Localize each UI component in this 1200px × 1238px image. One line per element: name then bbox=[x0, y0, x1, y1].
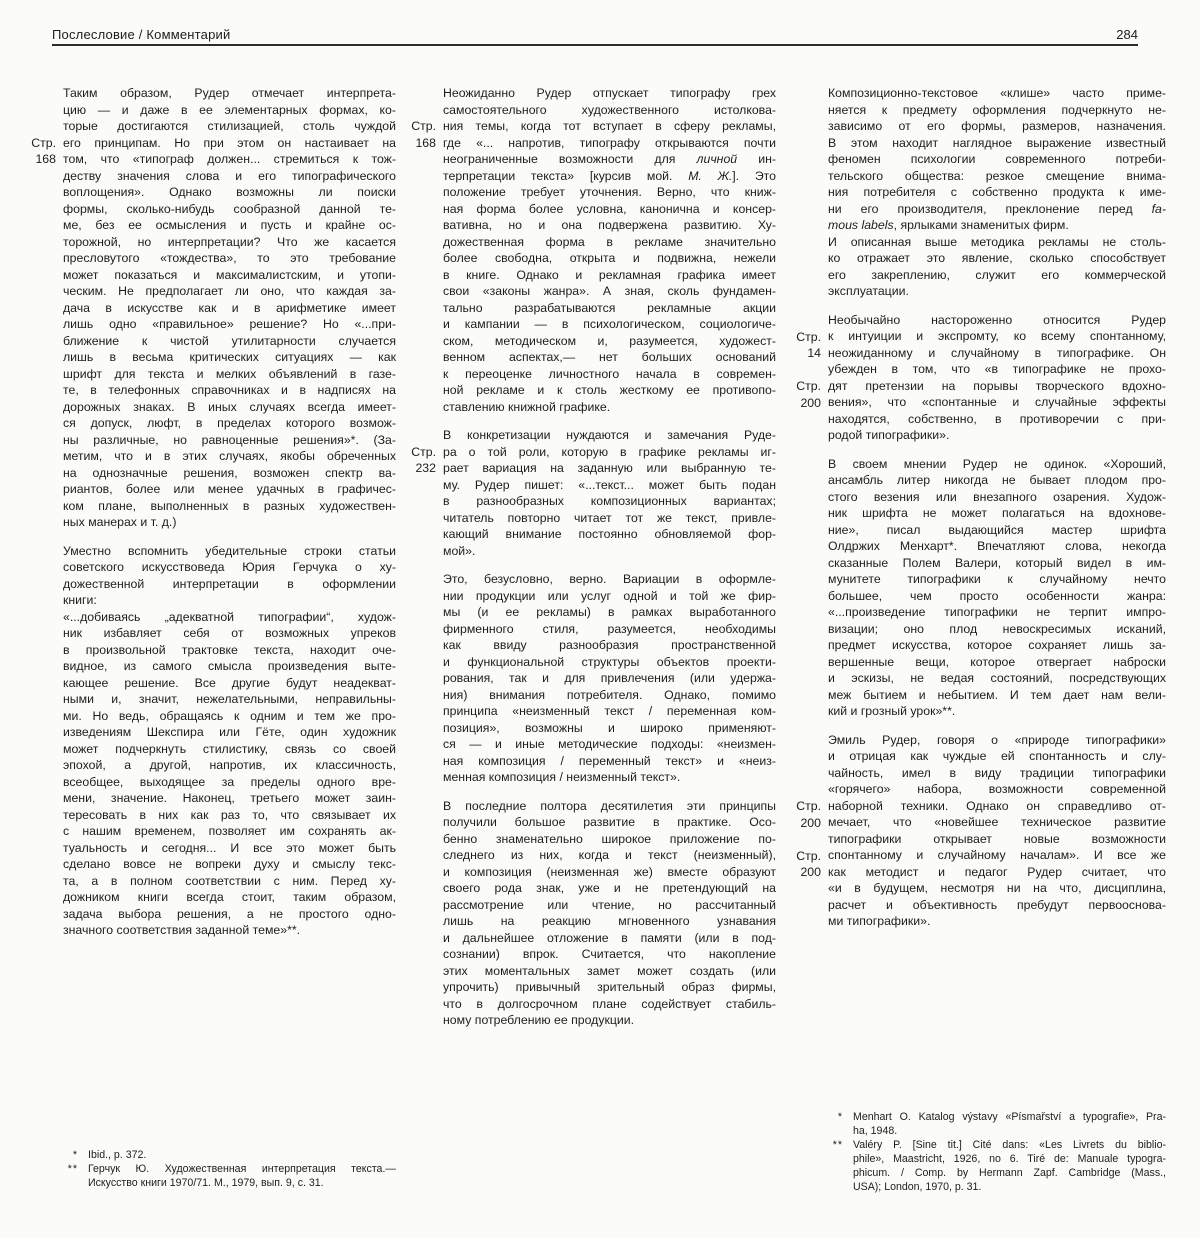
text-line: мени, значение. Наконец, третьего может заин- bbox=[63, 791, 396, 805]
margin-page-reference bbox=[411, 444, 436, 477]
text-line: ние», писал выдающийся мастер шрифта bbox=[828, 522, 1166, 537]
text-line: венном аспектах,— нет больших оснований bbox=[443, 350, 776, 364]
column-body bbox=[63, 85, 396, 939]
text-line: ском, методическом и, разумеется, художест- bbox=[443, 333, 776, 348]
margin-page-reference bbox=[796, 378, 821, 411]
text-line: его закреплению, служит его коммерческой bbox=[828, 267, 1166, 282]
header-divider bbox=[52, 44, 1138, 46]
paragraph bbox=[63, 85, 396, 531]
text-line: «и в будущем, несмотря ни на что, дисциплина, bbox=[828, 881, 1166, 895]
text-line: как методист и педагог Рудер считает, что bbox=[828, 864, 1166, 879]
paragraph bbox=[63, 543, 396, 609]
text-line: тально разрабатываются рекламные акции bbox=[443, 300, 776, 315]
text-line: к интуиции и экспромту, ко всему спонтанному, bbox=[828, 329, 1166, 343]
text-line: что в долгосрочном плане содействует стабиль- bbox=[443, 996, 776, 1011]
text-line: положение требует уточнения. Верно, что книж- bbox=[443, 185, 776, 199]
paragraph bbox=[443, 427, 776, 559]
text-line: рования, так и для привлечения (или удержа- bbox=[443, 671, 776, 685]
margin-note-line: Стр. bbox=[411, 119, 436, 133]
page-number: 284 bbox=[1116, 27, 1138, 42]
text-line: «горячего» набора, возможности современной bbox=[828, 782, 1166, 796]
text-line: лишь одно «правильное» решение? Но «...при- bbox=[63, 317, 396, 331]
text-line: стого везения или внезапного озарения. Худож- bbox=[828, 489, 1166, 504]
text-line: кий и грозный урок»**. bbox=[828, 704, 956, 718]
running-head: Послесловие / Комментарий bbox=[52, 27, 231, 42]
text-line: ческим. Не предполагает ли оно, что каждая за- bbox=[63, 284, 396, 298]
text-column-3 bbox=[796, 85, 1166, 1193]
paragraph bbox=[443, 571, 776, 786]
text-line: Олдржих Менхарт*. Впечатляют слова, некогда bbox=[828, 539, 1166, 553]
text-line: пресловутого «тождества», то это требование bbox=[63, 251, 396, 265]
text-line: феномен психологии современного потреби- bbox=[828, 152, 1166, 166]
text-line: тельского общества: резкое смещение внима- bbox=[828, 168, 1166, 183]
text-line: том, что «типограф должен... стремиться к тож- bbox=[63, 152, 396, 166]
text-line: сделано вовсе не вопреки духу и смыслу текс- bbox=[63, 857, 396, 871]
text-line: визации; оно плод невоскресимых исканий, bbox=[828, 621, 1166, 636]
text-line: своего рода знак, уже и не претендующий на bbox=[443, 881, 776, 895]
text-line: цию — и даже в ее элементарных формах, ко- bbox=[63, 102, 396, 117]
text-line: «...произведение типографики не терпит импро- bbox=[828, 605, 1166, 619]
margin-note-line: 232 bbox=[415, 461, 436, 475]
text-line: ной рекламе и к столь жесткому ее противопо- bbox=[443, 383, 776, 397]
text-line: терпретации текста» [курсив мой. М. Ж.]. Это bbox=[443, 168, 776, 183]
column-body bbox=[443, 85, 776, 1029]
paragraph bbox=[443, 85, 776, 415]
text-line: ближение к чистой утилитарности случается bbox=[63, 333, 396, 348]
text-line: позиция», возможны и широко применяют- bbox=[443, 720, 776, 735]
paragraph bbox=[828, 456, 1166, 720]
text-line: ния темы, когда тот вступает в сферу рекламы, bbox=[443, 119, 776, 133]
text-line: воплощения». Однако возможны ли поиски bbox=[63, 185, 396, 199]
margin-note-line: Стр. bbox=[411, 444, 436, 459]
text-line: на однозначные решения, возможен спектр ва- bbox=[63, 465, 396, 480]
text-line: няется к предмету оформления подчеркнуто не- bbox=[828, 102, 1166, 117]
paragraph bbox=[828, 85, 1166, 234]
footnote-line: USA); London, 1970, p. 31. bbox=[853, 1181, 982, 1193]
margin-note-line: Стр. bbox=[796, 848, 821, 863]
text-line: и дальнейшее отложение в памяти (или в под- bbox=[443, 930, 776, 945]
text-line: ме, без ее осмысления и пусть и крайне ос- bbox=[63, 218, 396, 232]
text-line: изведениям Шекспира или Гёте, один художник bbox=[63, 725, 396, 739]
text-line: эксплуатации. bbox=[828, 284, 909, 298]
text-line: книги: bbox=[63, 593, 97, 607]
text-line: вения», что «спонтанные и случайные эффекты bbox=[828, 395, 1166, 409]
text-line: его принципам. Но при этом он настаивает на bbox=[63, 135, 396, 150]
footnote-line: Ibid., p. 372. bbox=[88, 1149, 147, 1161]
margin-page-reference bbox=[31, 135, 56, 168]
text-line: типографики открывает новые возможности bbox=[828, 831, 1166, 846]
text-line: сказанные Полем Валери, который видел в им- bbox=[828, 555, 1166, 570]
margin-note-line: Стр. bbox=[796, 329, 821, 344]
margin-page-reference bbox=[796, 798, 821, 831]
margin-note-line: Стр. bbox=[796, 799, 821, 813]
text-line: Композиционно-текстовое «клише» часто приме- bbox=[828, 86, 1166, 100]
text-line: мечает, что «новейшее техническое развитие bbox=[828, 815, 1166, 829]
text-line: следнего из них, когда и текст (неизменный), bbox=[443, 848, 776, 862]
text-line: бенно знаменательно широкое приложение по- bbox=[443, 831, 776, 846]
text-line: с нашим временем, позволяет им сохранять ак- bbox=[63, 824, 396, 838]
text-line: ра о той роли, которую в графике рекламы иг- bbox=[443, 444, 776, 459]
text-line: ник избавляет себя от возможных упреков bbox=[63, 626, 396, 640]
text-line: свои «законы жанра». А зная, сколь фундамен- bbox=[443, 284, 776, 298]
text-line: ся допуск, люфт, в пределах которого возмож- bbox=[63, 416, 396, 430]
text-line: Эмиль Рудер, говоря о «природе типографики» bbox=[828, 732, 1166, 747]
text-line: и эскизы, не ведая состояний, посредствующих bbox=[828, 671, 1166, 685]
text-line: в разнообразных композиционных вариантах; bbox=[443, 494, 776, 508]
text-line: мы (и ее рекламы) в рамках выработанного bbox=[443, 605, 776, 619]
footnote bbox=[828, 1110, 1166, 1138]
text-line: предмет искусства, которое сохраняет лишь за- bbox=[828, 638, 1166, 652]
text-line: мунитете типографики к случайному нечто bbox=[828, 572, 1166, 586]
text-line: риантов, более или менее удачных в графичес- bbox=[63, 482, 396, 496]
text-line: упрочить) привычный зрительный образ фирмы, bbox=[443, 980, 776, 994]
text-line: менная композиция / неизменный текст». bbox=[443, 770, 681, 784]
text-line: задача выбора решения, а не простого одно- bbox=[63, 906, 396, 921]
margin-page-reference bbox=[796, 848, 821, 881]
text-line: му. Рудер пишет: «...текст... может быть подан bbox=[443, 477, 776, 492]
text-line: деству значения слова и его типографического bbox=[63, 168, 396, 183]
text-line: убежден в том, что «в типографике не прохо- bbox=[828, 362, 1166, 376]
text-line: к переоценке личностного начала в современ- bbox=[443, 366, 776, 381]
text-line: В последние полтора десятилетия эти принципы bbox=[443, 798, 776, 813]
text-line: те, в телефонных справочниках и в надписях на bbox=[63, 383, 396, 397]
paragraph bbox=[443, 798, 776, 1029]
margin-note-line: 168 bbox=[35, 152, 56, 166]
text-line: большее, чем просто особенности жанра: bbox=[828, 588, 1166, 603]
text-line: наборной техники. Однако он справедливо от- bbox=[828, 798, 1166, 813]
text-line: Необычайно настороженно относится Рудер bbox=[828, 312, 1166, 327]
footnote bbox=[63, 1148, 396, 1162]
margin-note-line: 14 bbox=[807, 346, 821, 360]
text-line: самостоятельного художественного истолкова- bbox=[443, 102, 776, 117]
text-line: та, а в полном соответствии с ним. Перед ху- bbox=[63, 873, 396, 888]
footnotes-left bbox=[63, 1148, 396, 1190]
column-body bbox=[828, 85, 1166, 930]
text-line: В этом находит наглядное выражение известный bbox=[828, 135, 1166, 150]
margin-note-line: Стр. bbox=[796, 379, 821, 393]
text-line: находятся, собственно, в противоречии с при- bbox=[828, 411, 1166, 426]
text-line: Уместно вспомнить убедительные строки статьи bbox=[63, 543, 396, 558]
text-column-1 bbox=[31, 85, 396, 1189]
margin-page-reference bbox=[411, 118, 436, 151]
paragraph bbox=[828, 312, 1166, 444]
text-line: лишь в весьма критических ситуациях — как bbox=[63, 350, 396, 364]
text-line: как ввиду разнообразия пространственной bbox=[443, 638, 776, 652]
footnote-marker: * bbox=[837, 1111, 843, 1123]
margin-note-line: 200 bbox=[800, 395, 821, 410]
text-line: туальность и сегодня... И все это может быть bbox=[63, 840, 396, 855]
text-line: может показаться и максималистским, и утопи- bbox=[63, 267, 396, 282]
text-line: дорожных знаках. В иных случаях всегда имеет- bbox=[63, 399, 396, 414]
text-line: дача в искусстве как и в арифметике имеет bbox=[63, 300, 396, 315]
footnote-line: phile», Maastricht, 1926, no 6. Tiré de: Manuale typogra- bbox=[853, 1153, 1166, 1165]
text-line: советского искусствоведа Юрия Герчука о ху- bbox=[63, 560, 396, 574]
margin-note-line: Стр. bbox=[31, 135, 56, 150]
text-line: более свободна, открыта и подвижна, нежели bbox=[443, 251, 776, 265]
margin-note-line: 168 bbox=[415, 135, 436, 150]
text-line: дожественной интерпретации в оформлении bbox=[63, 576, 396, 591]
text-line: дят претензии на порывы творческого вдохно- bbox=[828, 378, 1166, 393]
text-line: вативна, но и она подвержена развитию. Ху- bbox=[443, 218, 776, 232]
text-line: расчет и объективность пребудут первооснова- bbox=[828, 897, 1166, 912]
text-line: Таким образом, Рудер отмечает интерпрета- bbox=[63, 86, 396, 100]
text-line: ко отражает это явление, сколько способствует bbox=[828, 251, 1166, 265]
text-line: «...добиваясь „адекватной типографии“, худож- bbox=[63, 609, 396, 624]
text-line: ния) внимания потребителя. Однако, помимо bbox=[443, 687, 776, 702]
text-line: вершенные вещи, которое отвергает наброски bbox=[828, 654, 1166, 669]
text-line: рает вариация на заданную или выбранную те- bbox=[443, 461, 776, 475]
footnotes-right bbox=[828, 1110, 1166, 1194]
text-line: сознании) впрок. Считается, что накопление bbox=[443, 947, 776, 961]
text-line: этих моментальных замет может создать (или bbox=[443, 963, 776, 978]
text-line: чайность, имел в виду традиции типографики bbox=[828, 765, 1166, 780]
text-line: тересовать в них как раз то, что связывает их bbox=[63, 807, 396, 822]
footnote-marker: ** bbox=[832, 1139, 843, 1151]
paragraph bbox=[828, 732, 1166, 930]
text-line: рассмотрение или чтение, но рассчитанный bbox=[443, 897, 776, 912]
footnote-marker: ** bbox=[67, 1163, 78, 1175]
text-line: фирменного стиля, разумеется, необходимы bbox=[443, 621, 776, 636]
text-line: зависимо от его формы, размеров, назначения. bbox=[828, 119, 1166, 133]
text-line: ных манерах и т. д.) bbox=[63, 515, 177, 529]
text-line: Это, безусловно, верно. Вариации в оформле- bbox=[443, 572, 776, 586]
text-line: ному потреблению ее продукции. bbox=[443, 1013, 635, 1027]
text-line: где «... напротив, типографу открываются почти bbox=[443, 135, 776, 150]
text-line: кающий внимание постоянно обновляемой фор- bbox=[443, 527, 776, 541]
text-line: ными и, значит, нежелательными, неправильны- bbox=[63, 692, 396, 706]
text-line: эпохой, а другой, напротив, их классичность, bbox=[63, 758, 396, 772]
footnote-line: Valéry P. [Sine tit.] Cité dans: «Les Livrets du biblio- bbox=[853, 1139, 1166, 1151]
text-line: может подчеркнуть стилистику, связь со своей bbox=[63, 741, 396, 756]
footnote-line: ha, 1948. bbox=[853, 1125, 898, 1137]
text-line: читатель повторно читает тот же текст, привле- bbox=[443, 510, 776, 525]
text-line: ны различные, но равноценные решения»*. (За- bbox=[63, 432, 396, 447]
text-line: неограниченные возможности для личной ин- bbox=[443, 152, 776, 166]
text-line: Неожиданно Рудер отпускает типографу грех bbox=[443, 86, 776, 100]
text-line: ставлению книжной графике. bbox=[443, 399, 611, 414]
text-line: кающее решение. Все другие будут неадекват- bbox=[63, 675, 396, 690]
text-line: ни его производителя, преклонение перед fa- bbox=[828, 201, 1166, 216]
text-line: ная композиция / переменный текст» и «неиз- bbox=[443, 753, 776, 768]
text-line: и композиция (неизменная же) вместе образуют bbox=[443, 864, 776, 879]
text-line: родой типографики». bbox=[828, 428, 950, 442]
margin-page-reference bbox=[796, 329, 821, 362]
text-line: ми типографики». bbox=[828, 914, 931, 928]
text-line: нии продукции или услуг одной и той же фир- bbox=[443, 588, 776, 603]
text-line: получили большое развитие в практике. Осо- bbox=[443, 815, 776, 829]
footnote bbox=[828, 1138, 1166, 1194]
footnote-line: phicum. / Comp. by Hermann Zapf. Cambridge (Mass., bbox=[853, 1167, 1166, 1179]
text-line: ная форма более условна, канонична и консер- bbox=[443, 201, 776, 216]
text-line: ми. Но ведь, обращаясь к одним и тем же про- bbox=[63, 708, 396, 723]
text-line: торые достигаются стилизацией, столь чуждой bbox=[63, 119, 396, 133]
footnote-line: Menhart O. Katalog výstavy «Písmařství a typografie», Pra- bbox=[853, 1111, 1166, 1123]
text-line: меж бытием и небытием. И тем дает нам вели- bbox=[828, 687, 1166, 702]
text-line: всеобщее, выходящее за пределы одного вре- bbox=[63, 774, 396, 789]
text-line: В конкретизации нуждаются и замечания Руде- bbox=[443, 428, 776, 442]
text-line: дожником книги всегда стоит, таким образом, bbox=[63, 890, 396, 904]
text-line: спонтанному и случайному началам». И все же bbox=[828, 848, 1166, 862]
text-line: и кампании — в психологическом, социологиче- bbox=[443, 317, 776, 331]
text-line: ком плане, выполненных в разных художествен- bbox=[63, 498, 396, 513]
margin-note-line: 200 bbox=[800, 865, 821, 879]
text-line: шрифт для текста и мелких объявлений в газе- bbox=[63, 366, 396, 381]
text-line: значного соответствия заданной теме»**. bbox=[63, 923, 301, 937]
text-line: метим, что и в этих случаях, якобы обреченных bbox=[63, 449, 396, 463]
text-line: и функциональной структуры объектов проекти- bbox=[443, 654, 776, 669]
text-line: мой». bbox=[443, 543, 476, 558]
footnote-line: Искусство книги 1970/71. М., 1979, вып. 9, с. 31. bbox=[88, 1177, 324, 1189]
text-column-2 bbox=[411, 85, 776, 1029]
text-line: и отрицая как чуждые ей спонтанность и слу- bbox=[828, 749, 1166, 763]
text-line: видное, из самого смысла произведения выте- bbox=[63, 659, 396, 673]
text-line: ник шрифта не может полагаться на вдохнове- bbox=[828, 506, 1166, 520]
text-line: ансамбль литер никогда не бывает плодом про- bbox=[828, 473, 1166, 487]
text-line: торожной, но интерпретации? Что же касается bbox=[63, 234, 396, 249]
text-line: И описанная выше методика рекламы не столь- bbox=[828, 234, 1166, 249]
text-line: дожественная форма в рекламе значительно bbox=[443, 234, 776, 249]
text-line: неожиданному и случайному в типографике. Он bbox=[828, 345, 1166, 360]
text-line: В своем мнении Рудер не одинок. «Хороший, bbox=[828, 456, 1166, 471]
text-line: в произвольной трактовке текста, находит оче- bbox=[63, 642, 396, 657]
footnote bbox=[63, 1162, 396, 1190]
paragraph bbox=[63, 609, 396, 939]
text-line: в книге. Однако и рекламная графика имеет bbox=[443, 267, 776, 282]
text-line: mous labels, ярлыками знаменитых фирм. bbox=[828, 218, 1069, 232]
text-line: ния потребителя с собственно продукта к име- bbox=[828, 185, 1166, 199]
margin-note-line: 200 bbox=[800, 815, 821, 830]
footnote-marker: * bbox=[72, 1149, 78, 1161]
text-line: принципа «неизменный текст / переменная ком- bbox=[443, 704, 776, 718]
text-line: формы, сколько-нибудь сообразной данной те- bbox=[63, 201, 396, 216]
paragraph bbox=[828, 234, 1166, 300]
footnote-line: Герчук Ю. Художественная интерпретация текста.— bbox=[88, 1163, 396, 1175]
text-line: ся — и иные методические подходы: «неизмен- bbox=[443, 737, 776, 751]
text-line: лишь на реакцию мгновенного узнавания bbox=[443, 914, 776, 928]
